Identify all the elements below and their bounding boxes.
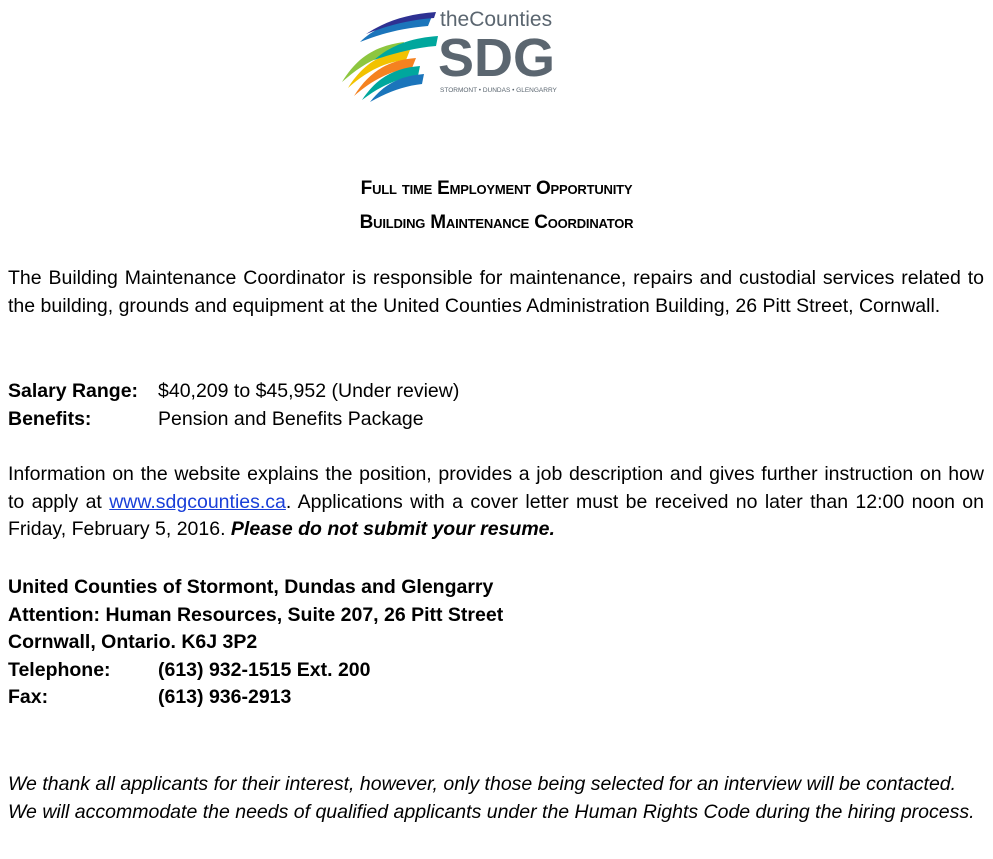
salary-value: $40,209 to $45,952 (Under review)	[158, 380, 460, 402]
website-link[interactable]: www.sdgcounties.ca	[109, 490, 286, 513]
salary-row	[8, 378, 984, 406]
info-paragraph	[8, 461, 984, 544]
document-title	[0, 172, 993, 240]
closing-paragraph: We thank all applicants for their interest, however, only those being selected for an interview will be contacted. We will accommodate the needs of qualified applicants under the Human Rights Code during the hiring process.	[8, 773, 975, 823]
title-line-2: Building Maintenance Coordinator	[359, 212, 634, 233]
salary-label: Salary Range:	[8, 380, 139, 402]
compensation-block	[8, 378, 984, 433]
intro-paragraph: The Building Maintenance Coordinator is responsible for maintenance, repairs and custodial services related to the building, grounds and equipment at the United Counties Administration Building, 26 Pitt Street, Cornwall.	[8, 267, 984, 317]
logo-top-text: theCounties	[440, 8, 553, 31]
benefits-value: Pension and Benefits Package	[158, 407, 424, 430]
fax-value: (613) 936-2913	[158, 686, 292, 708]
logo-sub-text: STORMONT • DUNDAS • GLENGARRY	[440, 87, 557, 94]
telephone-row	[8, 657, 984, 685]
city-postal-line: Cornwall, Ontario. K6J 3P2	[8, 631, 258, 653]
title-line-1: Full time Employment Opportunity	[360, 178, 633, 199]
sdg-logo	[340, 4, 585, 104]
logo-main-text: SDG	[438, 28, 556, 88]
no-resume-notice: Please do not submit your resume.	[230, 518, 555, 540]
info-text-after-link: . Applications with a cover letter must be received no later than 12:00 noon on Friday, February 5, 2016.	[8, 490, 984, 540]
fax-row	[8, 684, 984, 712]
organization-name: United Counties of Stormont, Dundas and Glengarry	[8, 576, 494, 598]
info-text-before-link: Information on the website explains the position, provides a job description and gives further instruction on how to apply at	[8, 463, 984, 513]
contact-block	[8, 574, 984, 712]
telephone-label: Telephone:	[8, 658, 111, 681]
fax-label: Fax:	[8, 686, 49, 708]
sdg-logo-graphic	[340, 4, 585, 104]
benefits-row	[8, 406, 984, 434]
telephone-value: (613) 932-1515 Ext. 200	[158, 658, 371, 681]
benefits-label: Benefits:	[8, 407, 92, 430]
attention-line: Attention: Human Resources, Suite 207, 26 Pitt Street	[8, 603, 504, 626]
